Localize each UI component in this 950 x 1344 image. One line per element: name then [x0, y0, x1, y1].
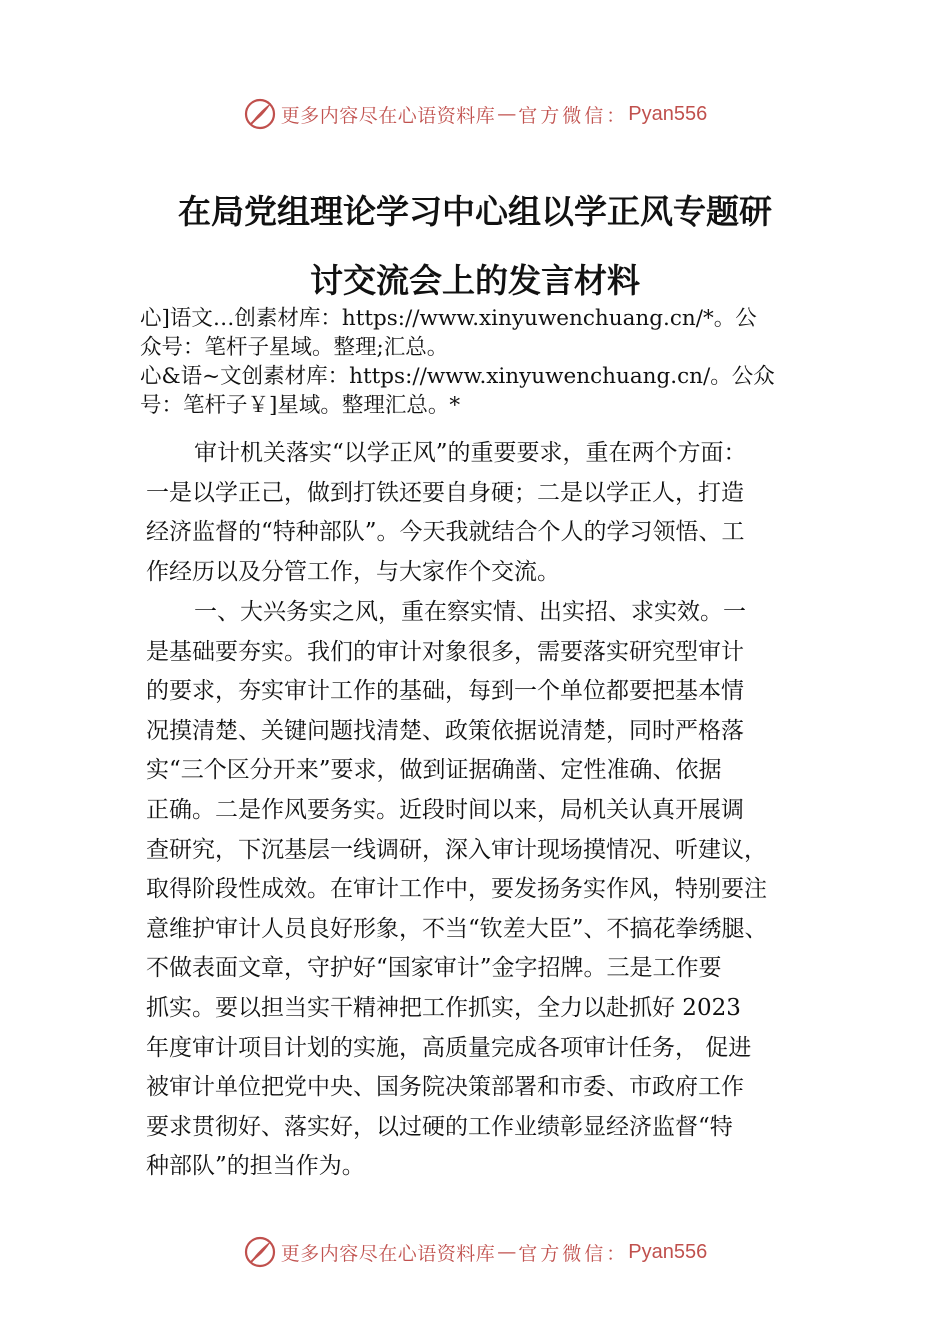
text-line: 取得阶段性成效。在审计工作中，要发扬务实作风，特别要注 [146, 876, 767, 903]
body-paragraph-1 [146, 434, 826, 592]
text-line: 是基础要夯实。我们的审计对象很多，需要落实研究型审计 [146, 638, 744, 665]
banner-separator: — [497, 1241, 517, 1263]
banner-contact-label: 官方微信： [518, 104, 629, 127]
watermark-line: 心]语文…创素材库：https://www.xinyuwenchuang.cn/*。公 [140, 306, 757, 331]
text-line: 实“三个区分开来”要求，做到证据确凿、定性准确、依据 [146, 757, 722, 784]
quill-pen-logo-icon [243, 1235, 277, 1269]
document-title-line-1: 在局党组理论学习中心组以学正风专题研 [178, 192, 772, 231]
banner-contact-id: Pyan556 [628, 102, 708, 125]
banner-text: 更多内容尽在心语资料库 [280, 1242, 496, 1265]
text-line: 的要求，夯实审计工作的基础，每到一个单位都要把基本情 [146, 678, 744, 705]
banner-contact-label: 官方微信： [518, 1242, 629, 1265]
text-line: 审计机关落实“以学正风”的重要要求，重在两个方面： [194, 440, 747, 466]
text-line: 年度审计项目计划的实施，高质量完成各项审计任务， 促进 [146, 1034, 752, 1061]
body-paragraph-2 [146, 593, 826, 1187]
text-line: 种部队”的担当作为。 [146, 1153, 365, 1180]
text-line: 正确。二是作风要务实。近段时间以来，局机关认真开展调 [146, 796, 744, 823]
text-line: 查研究，下沉基层一线调研，深入审计现场摸情况、听建议， [146, 836, 767, 863]
text-line: 被审计单位把党中央、国务院决策部署和市委、市政府工作 [146, 1074, 744, 1101]
text-line: 作经历以及分管工作，与大家作个交流。 [146, 558, 560, 585]
quill-pen-logo-icon [243, 97, 277, 131]
text-line: 意维护审计人员良好形象，不当“钦差大臣”、不搞花拳绣腿、 [146, 915, 768, 942]
text-line: 一、大兴务实之风，重在察实情、出实招、求实效。一 [194, 599, 746, 625]
watermark-line: 众号：笔杆子星域。整理;汇总。 [140, 335, 449, 360]
watermark-line: 心&语~文创素材库：https://www.xinyuwenchuang.cn/。公众 [140, 364, 775, 389]
footer-banner [0, 1232, 950, 1272]
text-line: 一是以学正己，做到打铁还要自身硬；二是以学正人，打造 [146, 479, 744, 506]
banner-contact-id: Pyan556 [628, 1240, 708, 1263]
banner-text: 更多内容尽在心语资料库 [280, 104, 496, 127]
text-line: 不做表面文章，守护好“国家审计”金字招牌。三是工作要 [146, 955, 722, 982]
banner-separator: — [497, 103, 517, 125]
text-line: 抓实。要以担当实干精神把工作抓实，全力以赴抓好 2023 [146, 994, 741, 1021]
watermark-line: 号：笔杆子￥]星域。整理汇总。* [140, 393, 461, 418]
text-line: 要求贯彻好、落实好，以过硬的工作业绩彰显经济监督“特 [146, 1113, 733, 1140]
text-line: 经济监督的“特种部队”。今天我就结合个人的学习领悟、工 [146, 519, 745, 546]
text-line: 况摸清楚、关键问题找清楚、政策依据说清楚，同时严格落 [146, 717, 744, 744]
header-banner [0, 94, 950, 134]
document-title-line-2: 讨交流会上的发言材料 [310, 261, 640, 300]
